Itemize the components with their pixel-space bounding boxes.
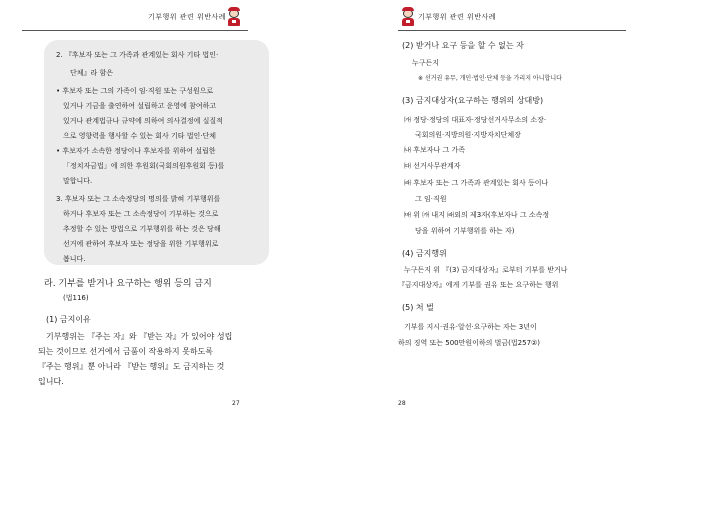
note: ※ 선거권 유무, 개인·법인·단체 등을 가리지 아니합니다 <box>418 75 562 82</box>
box-line: 선거에 관하여 후보자 또는 정당을 위한 기부행위로 <box>63 240 219 248</box>
body-line: 되는 것이므로 선거에서 금품이 작용하지 못하도록 <box>38 347 214 356</box>
header-title: 기부행위 관련 위반사례 <box>148 13 227 21</box>
section-heading-ref: (법116) <box>63 294 89 302</box>
box-line: • 후보자가 소속한 정당이나 후보자를 위하여 설립한 <box>56 147 216 155</box>
body-line: 『주는 행위』뿐 아니라 『받는 행위』도 금지하는 것 <box>38 362 225 371</box>
header-rule <box>398 30 626 31</box>
heading-3: (3) 금지대상자(요구하는 행위의 상대방) <box>402 96 544 105</box>
box-line: 3. 후보자 또는 그 소속정당의 명의를 밝혀 기부행위를 <box>56 195 221 203</box>
body-line: 기부행위는 『주는 자』와 『받는 자』가 있어야 성립 <box>46 332 233 341</box>
list-item: 그 임·직원 <box>415 195 447 203</box>
list-item: ㈒ 위 ㈎ 내지 ㈑외의 제3자(후보자나 그 소속정 <box>404 211 550 219</box>
list-item: ㈐ 선거사무관계자 <box>404 162 461 170</box>
list-item: ㈑ 후보자 또는 그 가족과 관계있는 회사 등이나 <box>404 179 549 187</box>
section-heading: 라. 기부를 받거나 요구하는 행위 등의 금지 <box>44 279 212 289</box>
heading-5: (5) 처 벌 <box>402 303 434 312</box>
box-line: 말합니다. <box>63 177 93 185</box>
list-item: ㈏ 후보자나 그 가족 <box>404 146 466 154</box>
page-number: 27 <box>232 400 240 407</box>
header-title: 기부행위 관련 위반사례 <box>418 13 497 21</box>
body-line: 하의 징역 또는 500만원이하의 벌금(법257②) <box>398 339 541 347</box>
box-line: 봅니다. <box>63 255 86 263</box>
box-line: 하거나 후보자 또는 그 소속정당이 기부하는 것으로 <box>63 210 219 218</box>
box-line: 2. 『후보자 또는 그 가족과 관계있는 회사 기타 법인· <box>56 51 219 59</box>
page-number: 28 <box>398 400 406 407</box>
body-line: 『금지대상자』에게 기부를 권유 또는 요구하는 행위 <box>398 281 559 289</box>
body-line: 기부를 지시·권유·알선·요구하는 자는 3년이 <box>404 323 537 331</box>
heading-2-sub: 누구든지 <box>412 59 440 67</box>
list-item: ㈎ 정당·정당의 대표자·정당선거사무소의 소장· <box>404 116 547 124</box>
mascot-icon <box>226 9 242 27</box>
list-item: 국회의원·지방의원·지방자치단체장 <box>415 131 521 139</box>
heading-4: (4) 금지행위 <box>402 249 447 258</box>
box-line: 단체』라 함은 <box>70 69 114 77</box>
box-line: 있거나 기금을 출연하여 설립하고 운영에 참여하고 <box>63 102 217 110</box>
box-line: 「정치자금법」에 의한 후원회(국회의원후원회 등)를 <box>63 162 225 170</box>
right-page <box>360 0 720 509</box>
box-line: 있거나 관계법규나 규약에 의하여 의사결정에 실질적 <box>63 117 223 125</box>
box-line: 으로 영향력을 행사할 수 있는 회사 기타 법인·단체 <box>63 132 217 140</box>
body-line: 누구든지 위 『(3) 금지대상자』로부터 기부를 받거나 <box>404 266 568 274</box>
sub-heading: (1) 금지이유 <box>46 315 91 324</box>
box-line: 추정할 수 있는 방법으로 기부행위를 하는 것은 당해 <box>63 225 221 233</box>
heading-2: (2) 받거나 요구 등을 할 수 없는 자 <box>402 41 524 50</box>
box-line: • 후보자 또는 그의 가족이 임·직원 또는 구성원으로 <box>56 87 214 95</box>
header-rule <box>22 30 248 31</box>
body-line: 입니다. <box>38 377 64 386</box>
list-item: 당을 위하여 기부행위를 하는 자) <box>415 227 515 235</box>
mascot-icon <box>400 9 416 27</box>
